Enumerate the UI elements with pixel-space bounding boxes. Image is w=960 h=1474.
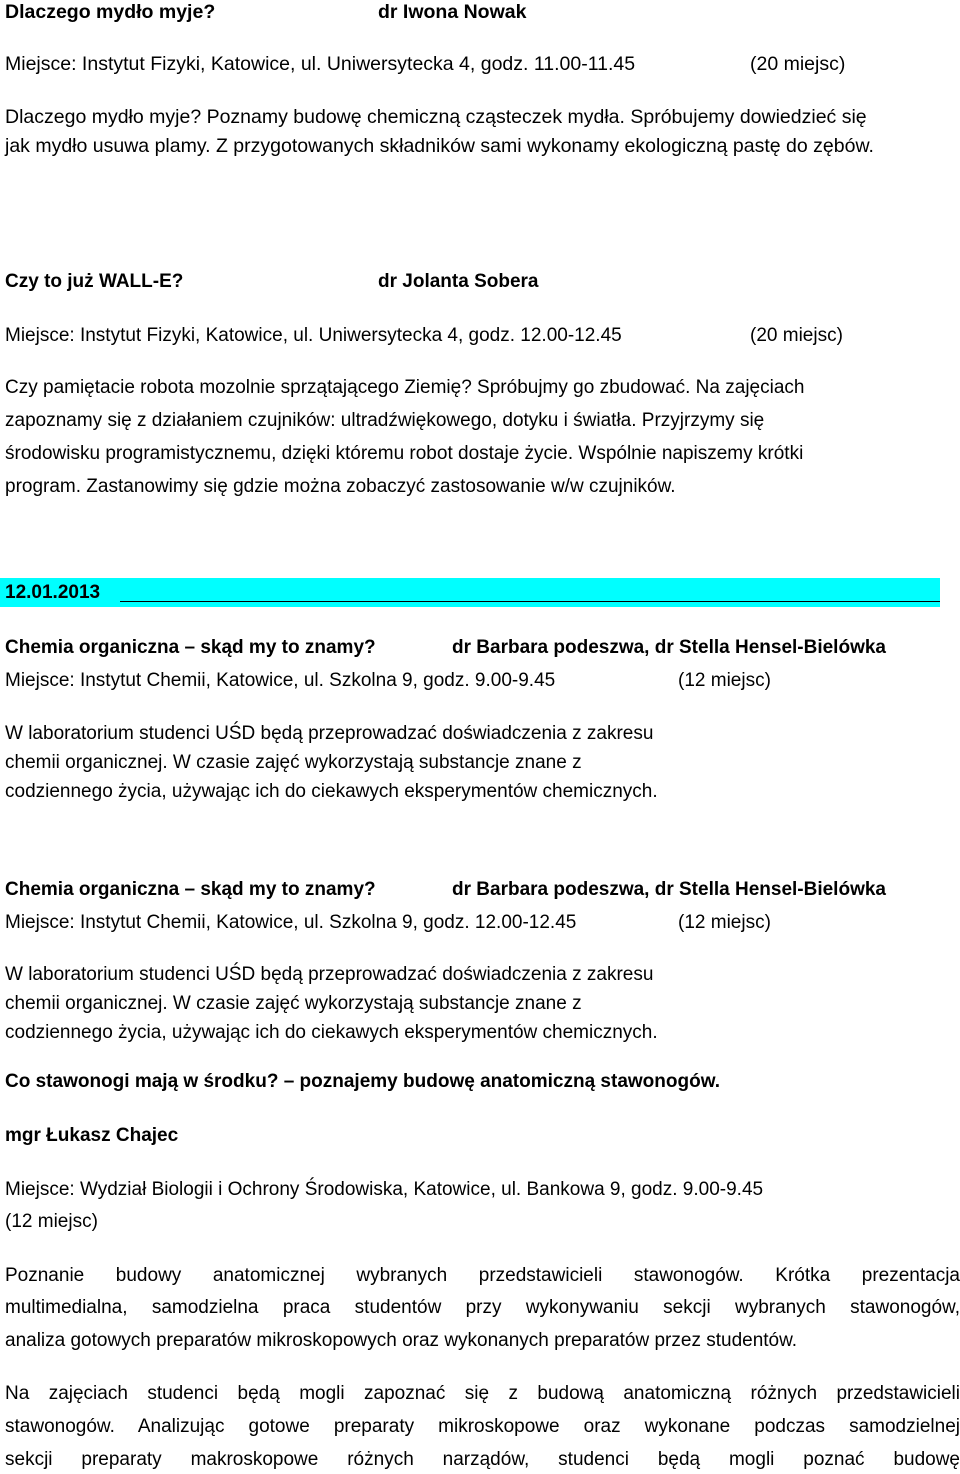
event-description-line: stawonogów. Analizując gotowe preparaty mikroskopowe oraz wykonane podczas samodzielnej — [5, 1416, 960, 1437]
date-underline — [120, 601, 940, 602]
event-title: Czy to już WALL-E? — [5, 271, 184, 292]
event-description-line: środowisku programistycznemu, dzięki któremu robot dostaje życie. Wspólnie napiszemy krótki — [5, 443, 804, 464]
event-place: Miejsce: Instytut Chemii, Katowice, ul. Szkolna 9, godz. 9.00-9.45 — [5, 670, 556, 691]
event-seats: (12 miejsc) — [678, 912, 771, 933]
event-place: Miejsce: Instytut Fizyki, Katowice, ul. Uniwersytecka 4, godz. 12.00-12.45 — [5, 325, 622, 346]
event-description-line: chemii organicznej. W czasie zajęć wykorzystają substancje znane z — [5, 752, 582, 773]
event-lecturer: dr Jolanta Sobera — [378, 271, 539, 292]
event-lecturer: dr Barbara podeszwa, dr Stella Hensel-Bielówka — [452, 879, 886, 900]
event-description-line: W laboratorium studenci UŚD będą przeprowadzać doświadczenia z zakresu — [5, 723, 654, 744]
event-title: Co stawonogi mają w środku? – poznajemy budowę anatomiczną stawonogów. — [5, 1071, 721, 1092]
date-banner — [0, 578, 940, 607]
event-description-line: Dlaczego mydło myje? Poznamy budowę chemiczną cząsteczek mydła. Spróbujemy dowiedzieć się — [5, 106, 867, 128]
event-place: Miejsce: Instytut Fizyki, Katowice, ul. Uniwersytecka 4, godz. 11.00-11.45 — [5, 53, 636, 75]
event-title: Chemia organiczna – skąd my to znamy? — [5, 637, 376, 658]
event-place: Miejsce: Instytut Chemii, Katowice, ul. Szkolna 9, godz. 12.00-12.45 — [5, 912, 577, 933]
event-description-line: W laboratorium studenci UŚD będą przeprowadzać doświadczenia z zakresu — [5, 964, 654, 985]
event-description-line: sekcji preparaty makroskopowe różnych narządów, studenci będą mogli poznać budowę — [5, 1449, 960, 1470]
event-seats: (12 miejsc) — [678, 670, 771, 691]
event-lecturer: dr Barbara podeszwa, dr Stella Hensel-Bielówka — [452, 637, 886, 658]
event-description-line: Czy pamiętacie robota mozolnie sprzątającego Ziemię? Spróbujmy go zbudować. Na zajęciach — [5, 377, 805, 398]
date-label: 12.01.2013 — [5, 582, 101, 603]
event-place: Miejsce: Wydział Biologii i Ochrony Środowiska, Katowice, ul. Bankowa 9, godz. 9.00-9.45 — [5, 1179, 764, 1200]
event-description-line: zapoznamy się z działaniem czujników: ultradźwiękowego, dotyku i światła. Przyjrzymy się — [5, 410, 765, 431]
event-description-line: Na zajęciach studenci będą mogli zapoznać się z budową anatomiczną różnych przedstawicieli — [5, 1383, 960, 1404]
event-description-line: Poznanie budowy anatomicznej wybranych przedstawicieli stawonogów. Krótka prezentacja — [5, 1265, 960, 1286]
event-seats: (20 miejsc) — [750, 53, 846, 75]
event-description-line: codziennego życia, używając ich do ciekawych eksperymentów chemicznych. — [5, 1022, 658, 1043]
event-description-line: jak mydło usuwa plamy. Z przygotowanych składników sami wykonamy ekologiczną pastę do zębów. — [5, 135, 874, 157]
event-description-line: chemii organicznej. W czasie zajęć wykorzystają substancje znane z — [5, 993, 582, 1014]
event-seats: (12 miejsc) — [5, 1211, 98, 1232]
event-description-line: multimedialna, samodzielna praca studentów przy wykonywaniu sekcji wybranych stawonogów, — [5, 1297, 960, 1318]
event-lecturer: mgr Łukasz Chajec — [5, 1125, 179, 1146]
event-title: Chemia organiczna – skąd my to znamy? — [5, 879, 376, 900]
event-lecturer: dr Iwona Nowak — [378, 1, 527, 23]
event-description-line: codziennego życia, używając ich do ciekawych eksperymentów chemicznych. — [5, 781, 658, 802]
event-seats: (20 miejsc) — [750, 325, 843, 346]
event-title: Dlaczego mydło myje? — [5, 1, 216, 23]
event-description-line: program. Zastanowimy się gdzie można zobaczyć zastosowanie w/w czujników. — [5, 476, 676, 497]
event-description-line: analiza gotowych preparatów mikroskopowych oraz wykonanych preparatów przez studentów. — [5, 1330, 798, 1351]
